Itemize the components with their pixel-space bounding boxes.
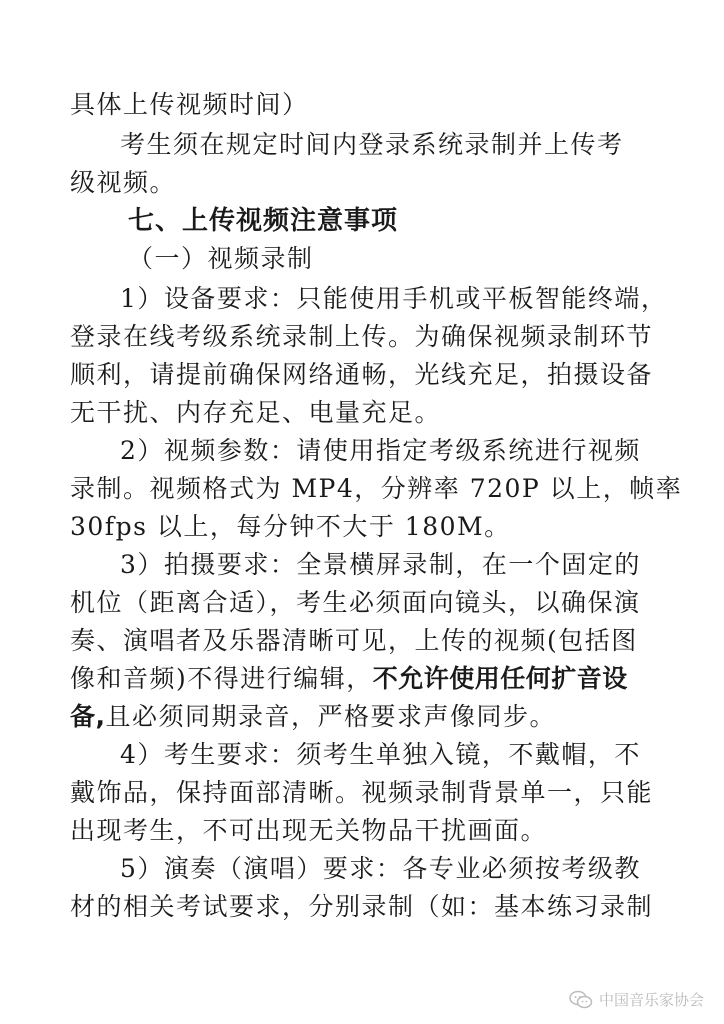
text-line: 机位（距离合适），考生必须面向镜头，以确保演	[70, 588, 641, 617]
text-line: 戴饰品，保持面部清晰。视频录制背景单一，只能	[70, 778, 654, 807]
watermark-text: 中国音乐家协会	[598, 991, 704, 1009]
emphasis-text: 不允许使用任何扩音设	[372, 664, 628, 693]
text-line: 登录在线考级系统录制上传。为确保视频录制环节	[70, 322, 654, 351]
text-line: 3）拍摄要求：全景横屏录制，在一个固定的	[120, 550, 641, 579]
text-line: 奏、演唱者及乐器清晰可见，上传的视频(包括图	[70, 626, 638, 655]
text-line: 1）设备要求：只能使用手机或平板智能终端，	[120, 284, 668, 313]
text-line: 出现考生，不可出现无关物品干扰画面。	[70, 816, 548, 845]
watermark	[569, 989, 704, 1010]
text-line: 级视频。	[70, 168, 177, 197]
wechat-icon	[569, 990, 593, 1010]
text-line: 材的相关考试要求，分别录制（如：基本练习录制	[70, 892, 654, 921]
text-line: 无干扰、内存充足、电量充足。	[70, 398, 442, 427]
text-line: 顺利，请提前确保网络通畅，光线充足，拍摄设备	[70, 360, 654, 389]
subsection-heading: （一）视频录制	[128, 244, 314, 273]
text-line: 具体上传视频时间）	[70, 90, 309, 119]
text-line: 5）演奏（演唱）要求：各专业必须按考级教	[120, 854, 641, 883]
text-line: 录制。视频格式为 MP4，分辨率 720P 以上，帧率	[70, 474, 683, 503]
text-run: 且必须同期录音，严格要求声像同步。	[105, 702, 557, 731]
text-line	[70, 700, 670, 734]
text-line: 2）视频参数：请使用指定考级系统进行视频	[120, 436, 641, 465]
text-run: 像和音频)不得进行编辑，	[70, 664, 373, 693]
section-heading: 七、上传视频注意事项	[128, 206, 399, 236]
emphasis-text: 备,	[70, 702, 106, 731]
text-line	[70, 662, 670, 696]
text-line: 考生须在规定时间内登录系统录制并上传考	[120, 130, 624, 159]
text-line: 4）考生要求：须考生单独入镜，不戴帽，不	[120, 740, 641, 769]
text-line: 30fps 以上，每分钟不大于 180M。	[70, 512, 511, 541]
